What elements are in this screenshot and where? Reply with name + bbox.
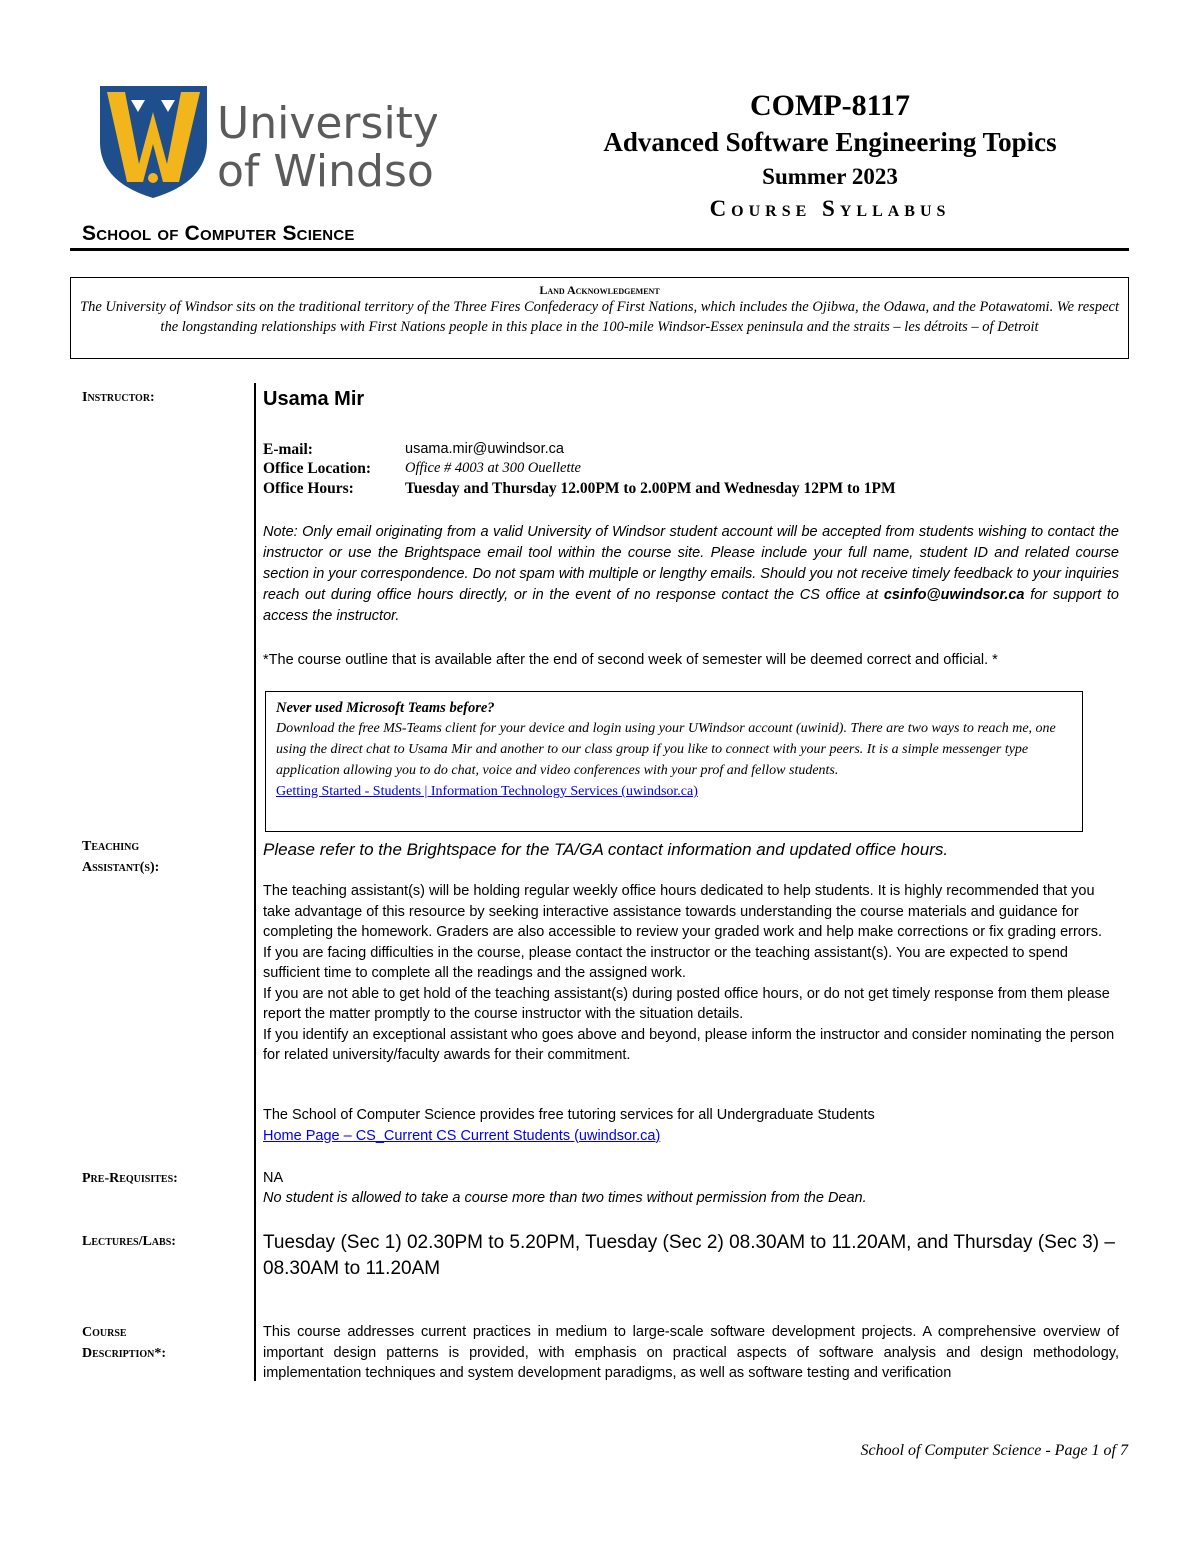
ta-paragraph: The teaching assistant(s) will be holding regular weekly office hours dedicated to help students. It is highly recommended that you take advantage of this resource by seeking interactive assistance towards understanding the course materials and guidance for completing the homework. Graders are also accessible to review your graded work and help make corrections or fix grading errors. — [263, 883, 1102, 940]
email-label: E-mail: — [263, 441, 313, 458]
logo-university-text: University — [217, 98, 437, 149]
prereq-value: NA — [263, 1170, 284, 1186]
course-header — [530, 88, 1130, 226]
instructor-email[interactable]: usama.mir@uwindsor.ca — [405, 441, 564, 457]
prerequisites — [263, 1168, 1119, 1208]
ta-reference: Please refer to the Brightspace for the TA/GA contact information and updated office hours. — [263, 840, 949, 859]
ta-paragraph: If you are facing difficulties in the course, please contact the instructor or the teaching assistant(s). You are expected to spend sufficient time to complete all the readings and the assigned work. — [263, 944, 1068, 981]
office-hours-label: Office Hours: — [263, 480, 354, 497]
page-footer: School of Computer Science - Page 1 of 7 — [860, 1442, 1128, 1459]
office-location: Office # 4003 at 300 Ouellette — [405, 460, 581, 476]
teams-title: Never used Microsoft Teams before? — [276, 700, 495, 716]
logo-windsor-text: of Windsor — [217, 146, 437, 197]
contact-note: Note: Only email originating from a valid University of Windsor student account will be accepted from students wishing to contact the instructor or use the Brightspace email tool within the course site. Please include your full name, student ID and related course section in your correspondence. Do not spam with multiple or lengthy emails. Should you not receive timely feedback to your inquiries reach out during office hours directly, or in the event of no response contact the CS office at csinfo@uwindsor.ca for support to access the instructor. — [263, 524, 1119, 624]
school-name: School of Computer Science — [82, 222, 355, 245]
lecture-schedule: Tuesday (Sec 1) 02.30PM to 5.20PM, Tuesday (Sec 2) 08.30AM to 11.20AM, and Thursday (Sec 3) – 08.30AM to 11.20AM — [263, 1232, 1115, 1279]
outline-note: *The course outline that is available after the end of second week of semester will be deemed correct and official. * — [263, 652, 998, 668]
teams-text: Download the free MS-Teams client for your device and login using your UWindsor account (uwinid). There are two ways to reach me, one using the direct chat to Usama Mir and another to our class group if you like to connect with your peers. It is a simple messenger type application allowing you to do chat, voice and video conferences with your prof and fellow students. — [276, 721, 1056, 778]
shield-crest-icon — [100, 86, 207, 198]
land-acknowledgement-box — [70, 277, 1129, 359]
land-acknowledgement-text: The University of Windsor sits on the traditional territory of the Three Fires Confederacy of First Nations, which includes the Ojibwa, the Odawa, and the Potawatomi. We respect the longstanding relationships with First Nations people in this place in the 100-mile Windsor-Essex peninsula and the straits – les détroits – of Detroit — [80, 299, 1119, 335]
ta-label: Teaching Assistant(s): — [82, 839, 160, 875]
document-type: Course Syllabus — [709, 196, 951, 221]
instructor-name: Usama Mir — [263, 388, 365, 410]
prereq-note: No student is allowed to take a course more than two times without permission from the Dean. — [263, 1190, 867, 1206]
tutoring-text: The School of Computer Science provides free tutoring services for all Undergraduate Students — [263, 1107, 875, 1123]
course-code: COMP-8117 — [750, 89, 910, 122]
prereq-label: Pre-Requisites: — [82, 1171, 178, 1186]
university-logo — [97, 82, 437, 200]
land-acknowledgement-title: Land Acknowledgement — [539, 283, 660, 297]
description-label: Course Description*: — [82, 1325, 167, 1361]
tutoring-info — [263, 1105, 1119, 1146]
course-term: Summer 2023 — [762, 164, 898, 189]
course-title: Advanced Software Engineering Topics — [603, 127, 1057, 157]
instructor-label: Instructor: — [82, 390, 155, 405]
lectures-label: Lectures/Labs: — [82, 1234, 176, 1249]
ta-paragraph: If you are not able to get hold of the teaching assistant(s) during posted office hours, or do not get timely response from them please report the matter promptly to the course instructor with the situation details. — [263, 985, 1110, 1022]
teams-getting-started-link[interactable]: Getting Started - Students | Information Technology Services (uwindsor.ca) — [276, 784, 698, 799]
instructor-contact — [263, 440, 1119, 500]
teams-info-box — [265, 691, 1083, 832]
ta-paragraph: If you identify an exceptional assistant who goes above and beyond, please inform the instructor and consider nominating the person for related university/faculty awards for their commitment. — [263, 1026, 1115, 1063]
office-hours: Tuesday and Thursday 12.00PM to 2.00PM and Wednesday 12PM to 1PM — [405, 480, 896, 497]
ta-body — [263, 881, 1119, 1066]
office-location-label: Office Location: — [263, 460, 372, 477]
section-divider-line — [254, 383, 256, 1381]
course-description: This course addresses current practices in medium to large-scale software development projects. A comprehensive overview of important design patterns is provided, with emphasis on practical aspects of software analysis and design methodology, implementation techniques and system development paradigms, as well as software testing and verification — [263, 1324, 1119, 1381]
tutoring-link[interactable]: Home Page – CS_Current CS Current Students (uwindsor.ca) — [263, 1127, 661, 1144]
cs-office-email[interactable]: csinfo@uwindsor.ca — [883, 587, 1025, 603]
header-divider — [70, 248, 1129, 251]
